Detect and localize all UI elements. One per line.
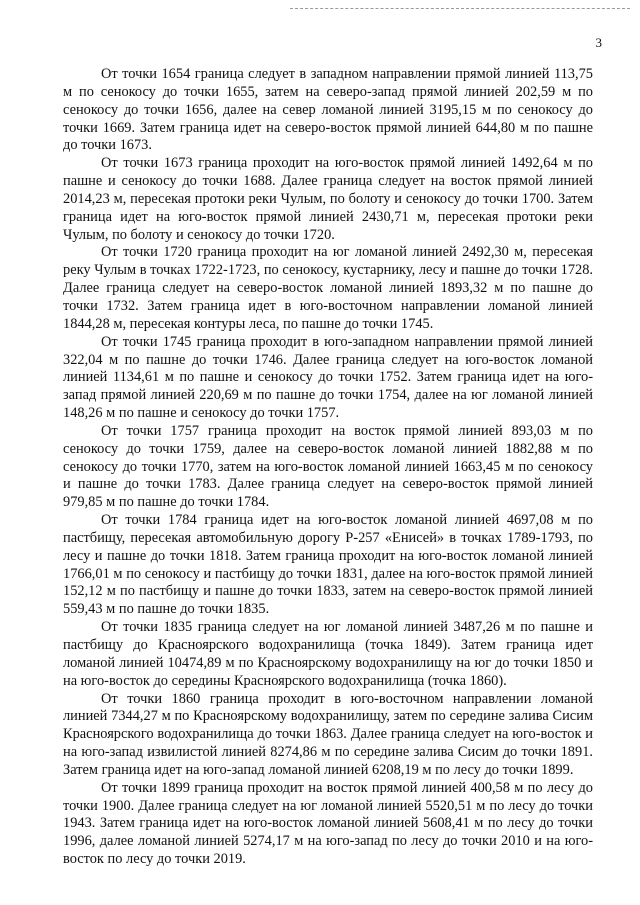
paragraph-2: От точки 1673 граница проходит на юго-восток прямой линией 1492,64 м по пашне и сенокосу до точки 1688. Далее граница следует на восток прямой линией 2014,23 м, пересекая протоки реки Чулым, по болоту и сенокосу до точки 1700. Затем граница идет на юго-восток прямой линией 2430,71 м, пересекая протоки реки Чулым, по болоту и сенокосу до точки 1720.	[63, 155, 593, 243]
paragraph-7: От точки 1835 граница следует на юг ломаной линией 3487,26 м по пашне и пастбищу до Красноярского водохранилища (точка 1849). Затем граница идет ломаной линией 10474,89 м по Красноярскому водохранилищу на юг до точки 1850 и на юго-восток до середины Красноярского водохранилища (точка 1860).	[63, 619, 593, 689]
body-text	[63, 66, 593, 869]
paragraph-4: От точки 1745 граница проходит в юго-западном направлении прямой линией 322,04 м по пашне до точки 1746. Далее граница следует на юго-восток ломаной линией 1134,61 м по пашне и сенокосу до точки 1752. Затем граница идет на юго-запад прямой линией 220,69 м по пашне до точки 1754, далее на юг ломаной линией 148,26 м по пашне и сенокосу до точки 1757.	[63, 333, 593, 422]
paragraph-8: От точки 1860 граница проходит в юго-восточном направлении ломаной линией 7344,27 м по Красноярскому водохранилищу, затем по середине залива Сисим Красноярского водохранилища до точки 1863. Далее граница следует на юго-восток и на юго-запад извилистой линией 8274,86 м по середине залива Сисим до точки 1891. Затем граница идет на юго-запад ломаной линией 6208,19 м по лесу до точки 1899.	[63, 690, 593, 778]
paragraph-6: От точки 1784 граница идет на юго-восток ломаной линией 4697,08 м по пастбищу, пересекая автомобильную дорогу Р-257 «Енисей» в точках 1789-1793, по лесу и пашне до точки 1818. Затем граница проходит на юго-восток ломаной линией 1766,01 м по сенокосу и пастбищу до точки 1831, далее на юго-восток прямой линией 152,12 м по пастбищу и пашне до точки 1833, затем на северо-восток прямой линией 559,43 м по пашне до точки 1835.	[63, 512, 593, 618]
page-number: 3	[595, 35, 602, 50]
paragraph-9: От точки 1899 граница проходит на восток прямой линией 400,58 м по лесу до точки 1900. Далее граница следует на юг ломаной линией 5520,51 м по лесу до точки 1943. Затем граница идет на юго-восток ломаной линией 5608,41 м по лесу до точки 1996, далее ломаной линией 5274,17 м на юго-запад по лесу до точки 2010 и на юго-восток по лесу до точки 2019.	[63, 779, 593, 868]
paragraph-3: От точки 1720 граница проходит на юг ломаной линией 2492,30 м, пересекая реку Чулым в точках 1722-1723, по сенокосу, кустарнику, лесу и пашне до точки 1728. Далее граница следует на северо-восток ломаной линией 1893,32 м по пашне до точки 1732. Затем граница идет в юго-восточном направлении ломаной линией 1844,28 м, пересекая контуры леса, по пашне до точки 1745.	[63, 244, 593, 332]
paragraph-5: От точки 1757 граница проходит на восток прямой линией 893,03 м по сенокосу до точки 1759, далее на северо-восток ломаной линией 1882,88 м по сенокосу до точки 1770, затем на юго-восток ломаной линией 1663,45 м по сенокосу и пашне до точки 1783. Далее граница следует на северо-восток прямой линией 979,85 м по пашне до точки 1784.	[63, 422, 593, 511]
scan-top-rule	[290, 8, 630, 9]
paragraph-1: От точки 1654 граница следует в западном направлении прямой линией 113,75 м по сенокосу до точки 1655, затем на северо-запад прямой линией 202,59 м по сенокосу до точки 1656, далее на север ломаной линией 3195,15 м по сенокосу до точки 1669. Затем граница идет на северо-восток прямой линией 644,80 м по пашне до точки 1673.	[63, 66, 593, 154]
